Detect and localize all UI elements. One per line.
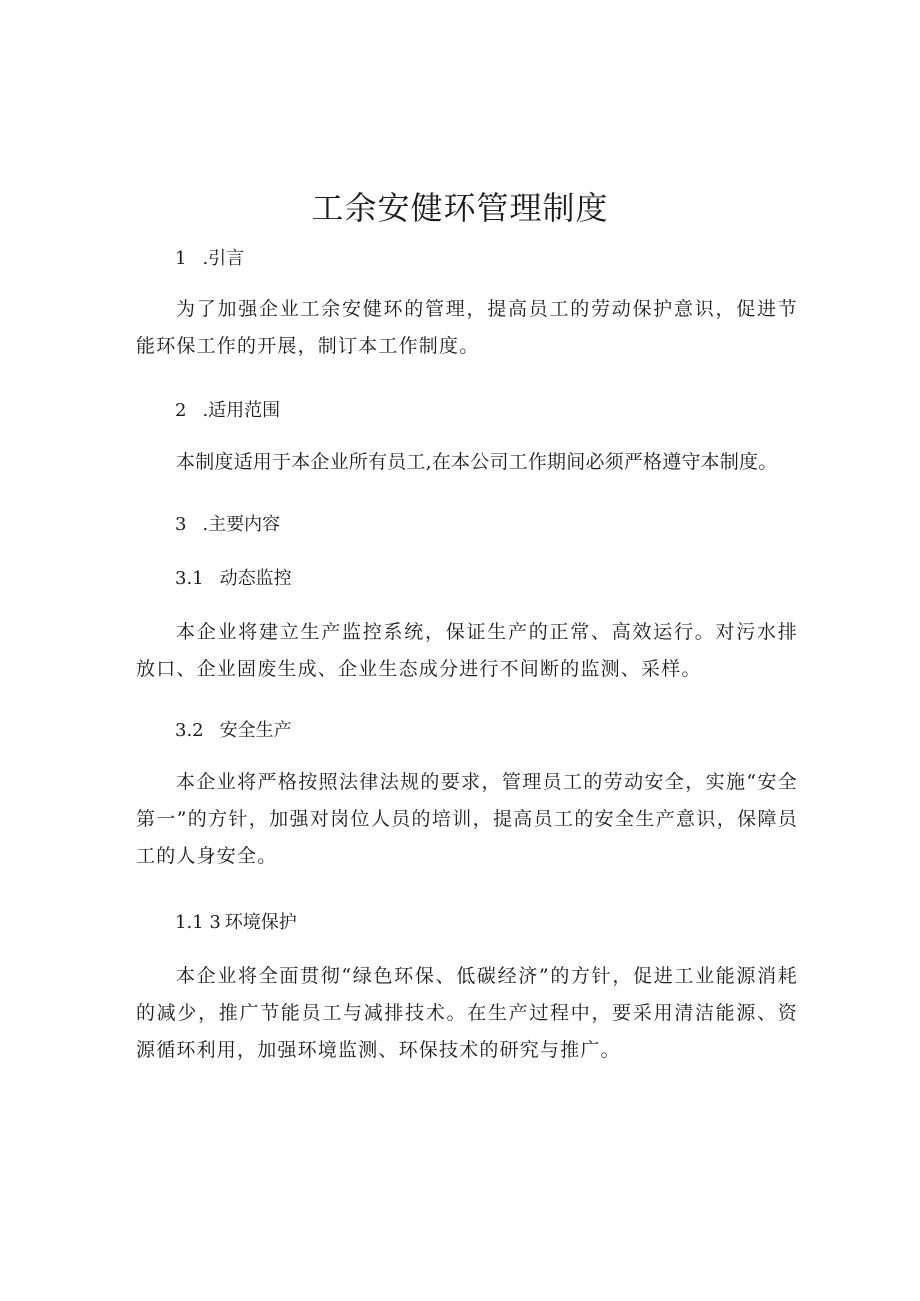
section-title: .适用范围 bbox=[202, 400, 281, 421]
section-paragraph-1: 为了加强企业工余安健环的管理，提高员工的劳动保护意识，促进节能环保工作的开展，制订本工作制度。 bbox=[136, 298, 798, 357]
section-number: 3 bbox=[175, 514, 187, 535]
section-number: 1 bbox=[175, 248, 187, 269]
document-title: 工余安健环管理制度 bbox=[311, 189, 609, 227]
section-paragraph-2: 本制度适用于本企业所有员工,在本公司工作期间必须严格遵守本制度。 bbox=[176, 451, 778, 473]
section-title: 安全生产 bbox=[219, 720, 292, 741]
section-number: 1.1 3 bbox=[175, 912, 221, 933]
section-heading-env bbox=[175, 910, 297, 936]
section-heading-3 bbox=[175, 512, 280, 538]
section-title: .引言 bbox=[202, 248, 245, 269]
section-heading-3-1 bbox=[175, 566, 292, 592]
section-heading-3-2 bbox=[175, 718, 292, 744]
section-heading-2 bbox=[175, 398, 280, 424]
section-paragraph-env: 本企业将全面贯彻“绿色环保、低碳经济”的方针，促进工业能源消耗的减少，推广节能员工与减排技术。在生产过程中，要采用清洁能源、资源循环利用，加强环境监测、环保技术的研究与推广。 bbox=[136, 965, 798, 1061]
section-paragraph-3-1: 本企业将建立生产监控系统，保证生产的正常、高效运行。对污水排放口、企业固废生成、企业生态成分进行不间断的监测、采样。 bbox=[136, 621, 798, 680]
section-title: .主要内容 bbox=[202, 514, 281, 535]
section-paragraph-3-2: 本企业将严格按照法律法规的要求，管理员工的劳动安全，实施“安全第一”的方针，加强对岗位人员的培训，提高员工的安全生产意识，保障员工的人身安全。 bbox=[136, 771, 798, 867]
section-title: 环境保护 bbox=[224, 912, 297, 933]
section-heading-1 bbox=[175, 246, 244, 272]
section-number: 2 bbox=[175, 400, 187, 421]
section-number: 3.2 bbox=[175, 720, 204, 741]
section-number: 3.1 bbox=[175, 568, 204, 589]
section-title: 动态监控 bbox=[219, 568, 292, 589]
